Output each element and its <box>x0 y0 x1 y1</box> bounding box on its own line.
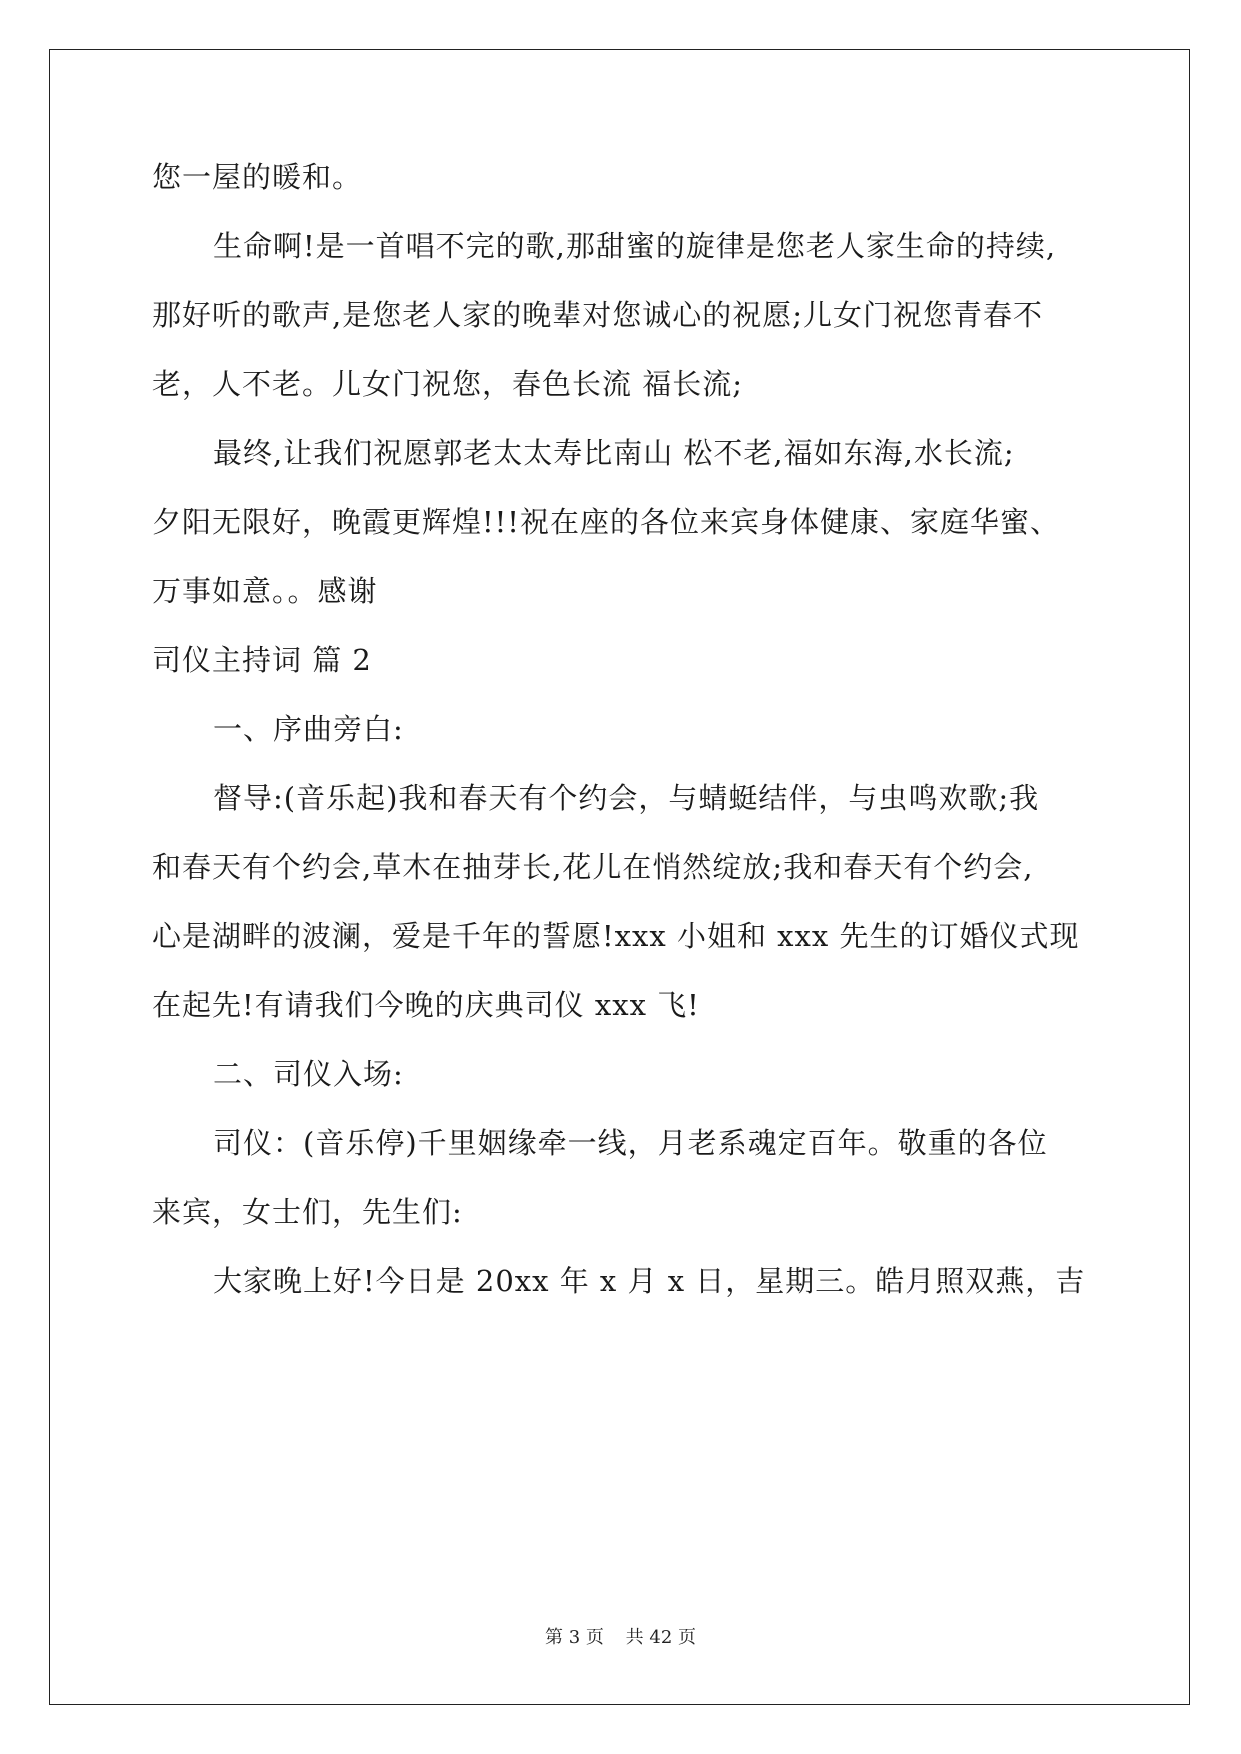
paragraph-line: 万事如意。。感谢 <box>152 574 378 608</box>
paragraph-line: 心是湖畔的波澜，爱是千年的誓愿!xxx 小姐和 xxx 先生的订婚仪式现 <box>152 919 1080 953</box>
paragraph-line: 司仪：(音乐停)千里姻缘牵一线，月老系魂定百年。敬重的各位 <box>213 1126 1048 1160</box>
page-total: 共 42 页 <box>625 1627 696 1648</box>
paragraph-line: 来宾，女士们，先生们: <box>152 1195 463 1229</box>
paragraph-line: 督导:(音乐起)我和春天有个约会，与蜻蜓结伴，与虫鸣欢歌;我 <box>213 781 1040 815</box>
paragraph-line: 您一屋的暖和。 <box>152 160 363 194</box>
subsection-heading: 一、序曲旁白: <box>213 712 404 746</box>
paragraph-line: 那好听的歌声,是您老人家的晚辈对您诚心的祝愿;儿女门祝您青春不 <box>152 298 1043 332</box>
section-heading: 司仪主持词 篇 2 <box>152 643 372 677</box>
paragraph-line: 最终,让我们祝愿郭老太太寿比南山 松不老,福如东海,水长流; <box>213 436 1015 470</box>
page-footer <box>0 1623 1241 1649</box>
paragraph-line: 生命啊!是一首唱不完的歌,那甜蜜的旋律是您老人家生命的持续, <box>213 229 1057 263</box>
paragraph-line: 夕阳无限好，晚霞更辉煌!!!祝在座的各位来宾身体健康、家庭华蜜、 <box>152 505 1060 539</box>
subsection-heading: 二、司仪入场: <box>213 1057 404 1091</box>
paragraph-line: 老，人不老。儿女门祝您，春色长流 福长流; <box>152 367 743 401</box>
paragraph-line: 在起先!有请我们今晚的庆典司仪 xxx 飞! <box>152 988 700 1022</box>
paragraph-line: 大家晚上好!今日是 20xx 年 x 月 x 日，星期三。皓月照双燕，吉 <box>213 1264 1086 1298</box>
page-number: 第 3 页 <box>545 1627 604 1648</box>
paragraph-line: 和春天有个约会,草木在抽芽长,花儿在悄然绽放;我和春天有个约会, <box>152 850 1034 884</box>
